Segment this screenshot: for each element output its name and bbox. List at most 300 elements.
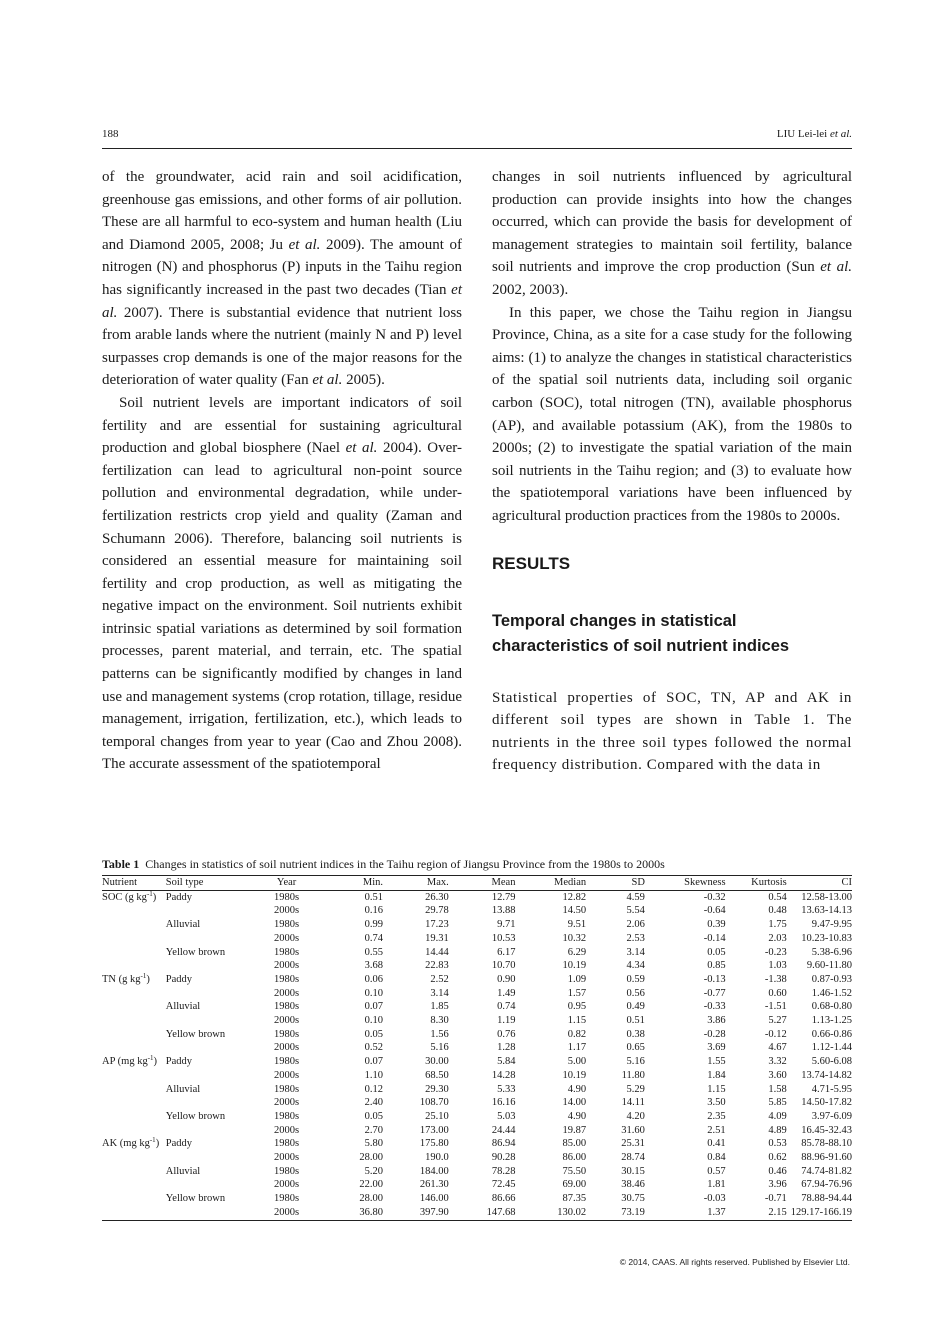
table-cell: 13.74-14.82 — [801, 1069, 852, 1081]
table-cell: 1.49 — [497, 987, 516, 999]
column-header: Max. — [383, 876, 449, 891]
table-row — [102, 973, 852, 987]
soil-type-cell — [166, 904, 245, 918]
table-cell: 12.82 — [562, 891, 587, 903]
table-cell: 1980s — [274, 1110, 300, 1122]
table-cell: -0.03 — [703, 1193, 726, 1205]
nutrient-cell — [102, 1151, 166, 1165]
soil-type-cell: Alluvial — [165, 1083, 201, 1095]
table-row — [102, 1110, 852, 1124]
table-row — [102, 946, 852, 960]
soil-type-cell: Yellow brown — [165, 946, 226, 958]
table-cell: 5.60-6.08 — [811, 1056, 852, 1068]
table-caption-text: Changes in statistics of soil nutrient indices in the Taihu region of Jiangsu Province from the 1980s to 2000s — [145, 857, 665, 871]
column-header: Nutrient — [102, 876, 166, 891]
table-cell: 0.51 — [364, 891, 384, 903]
table-cell: 3.60 — [768, 1069, 787, 1081]
text-italic: et al. — [288, 236, 321, 253]
soil-type-cell — [166, 1206, 245, 1220]
table-cell: 12.58-13.00 — [801, 891, 852, 903]
table-cell: 8.30 — [430, 1015, 449, 1027]
table-cell: 38.46 — [621, 1179, 645, 1191]
table-cell: 24.44 — [491, 1124, 516, 1136]
table-cell: 75.50 — [562, 1165, 587, 1177]
table-cell: 2000s — [274, 987, 300, 999]
table-cell: 0.68-0.80 — [811, 1001, 852, 1013]
soil-type-cell — [166, 1041, 245, 1055]
table-cell: 2000s — [274, 1097, 300, 1109]
table-row — [102, 1178, 852, 1192]
table-cell: 0.87-0.93 — [811, 973, 852, 985]
table-cell: 86.94 — [491, 1138, 516, 1150]
table-cell: 1.81 — [707, 1179, 726, 1191]
table-cell: 0.07 — [364, 1056, 384, 1068]
column-header: Skewness — [645, 876, 726, 891]
table-cell: 1.19 — [497, 1015, 516, 1027]
table-cell: 1980s — [274, 1165, 300, 1177]
table-cell: 30.15 — [621, 1165, 645, 1177]
table-cell: 12.79 — [491, 891, 516, 903]
table-cell: 1.15 — [707, 1083, 726, 1095]
table-cell: 5.33 — [497, 1083, 516, 1095]
text-italic: et al. — [345, 440, 378, 457]
table-cell: 2.40 — [364, 1097, 384, 1109]
soil-type-cell: Yellow brown — [165, 1193, 226, 1205]
text-run: Soil nutrient levels are important indicators of soil fertility and are essential for sustaining agricultural production and global biosphere (Nael — [102, 394, 462, 457]
table-1 — [102, 857, 852, 1221]
table-cell: 0.39 — [707, 919, 726, 931]
table-cell: 0.57 — [707, 1165, 726, 1177]
table-cell: 3.69 — [707, 1042, 726, 1054]
table-cell: 5.80 — [364, 1138, 384, 1150]
table-cell: 22.00 — [359, 1179, 384, 1191]
author-name: LIU Lei-lei — [776, 128, 828, 140]
table-cell: 0.38 — [626, 1028, 645, 1040]
soil-type-cell — [166, 932, 245, 946]
soil-type-cell: Yellow brown — [165, 1110, 226, 1122]
nutrient-cell — [102, 1206, 166, 1220]
table-cell: 28.00 — [359, 1193, 384, 1205]
nutrient-cell — [102, 932, 166, 946]
table-cell: 10.53 — [491, 932, 516, 944]
nutrient-cell — [102, 904, 166, 918]
table-cell: 1.09 — [567, 973, 587, 985]
table-row — [102, 1096, 852, 1110]
soil-type-cell: Yellow brown — [165, 1028, 226, 1040]
paragraph — [492, 166, 852, 302]
table-cell: 1.17 — [567, 1042, 587, 1054]
text-italic: et al. — [820, 259, 852, 276]
text-run: 2007). There is substantial evidence that nutrient loss from arable lands where the nutrient (mainly N and P) level surpasses crop demands is one of the major reasons for the deterioration of water quality (Fan — [102, 304, 462, 389]
table-cell: 29.78 — [425, 905, 449, 917]
table-cell: 28.74 — [621, 1152, 645, 1164]
table-cell: 3.97-6.09 — [811, 1110, 852, 1122]
column-header: Kurtosis — [726, 876, 787, 891]
table-row — [102, 890, 852, 904]
table-cell: 0.41 — [707, 1138, 726, 1150]
table-cell: 5.54 — [626, 905, 645, 917]
table-cell: -0.77 — [703, 987, 726, 999]
table-caption — [102, 857, 852, 872]
table-row — [102, 1151, 852, 1165]
table-cell: 14.50-17.82 — [801, 1097, 852, 1109]
table-cell: -1.51 — [764, 1001, 787, 1013]
table-cell: 1.56 — [430, 1028, 449, 1040]
soil-type-cell — [166, 959, 245, 973]
table-row — [102, 987, 852, 1001]
table-cell: 1.10 — [364, 1069, 384, 1081]
paragraph: Statistical properties of SOC, TN, AP and AK in different soil types are shown in Table 1. The nutrients in the three soil types followed the normal frequency distribution. Compared with the data in — [492, 689, 852, 774]
author-suffix: et al. — [830, 128, 852, 140]
nutrient-cell: TN (g $kg^{-1}$) — [102, 971, 150, 985]
nutrient-cell — [102, 959, 166, 973]
copyright-footer: © 2014, CAAS. All rights reserved. Published by Elsevier Ltd. — [619, 1257, 850, 1267]
nutrient-cell — [102, 1178, 166, 1192]
table-cell: 2.15 — [726, 1206, 787, 1220]
table-cell: 26.30 — [425, 891, 449, 903]
table-cell: 0.66-0.86 — [811, 1028, 852, 1040]
soil-type-cell — [166, 1124, 245, 1138]
table-cell: 19.87 — [562, 1124, 587, 1136]
table-cell: 146.00 — [419, 1193, 449, 1205]
table-cell: 4.09 — [768, 1110, 787, 1122]
text-run: 2002, 2003). — [492, 281, 569, 298]
table-cell: 14.50 — [562, 905, 587, 917]
table-cell: 1.57 — [567, 987, 587, 999]
table-cell: 69.00 — [562, 1179, 587, 1191]
soil-type-cell: Paddy — [165, 1056, 193, 1068]
table-row — [102, 1083, 852, 1097]
text-run: 2004). Over-fertilization can lead to agricultural non-point source pollution and environmental degradation, while under-fertilization restricts crop yield and quality (Zaman and Schumann 2006). Therefore, balancing soil nutrients is considered an essential measure for maintaining soil fertility and crop production, as well as mitigating the negative impact on the environment. Soil nutrients exhibit intrinsic spatial variations as determined by soil formation processes, parent material, and terrain, etc. The spatial patterns can be significantly modified by changes in land use and management systems (crop rotation, tillage, residue management, irrigation, fertilization, etc.), which leads to temporal changes from year to year (Cao and Zhou 2008). The accurate assessment of the spatiotemporal — [102, 440, 462, 773]
table-row — [102, 1069, 852, 1083]
table-cell: 19.31 — [425, 932, 449, 944]
table-cell: 0.16 — [364, 905, 384, 917]
table-cell: 0.74 — [497, 1001, 516, 1013]
nutrient-cell — [102, 1041, 166, 1055]
table-cell: 108.70 — [419, 1097, 449, 1109]
table-cell: 0.10 — [364, 987, 384, 999]
table-cell: 0.10 — [364, 1015, 384, 1027]
table-cell: 0.06 — [364, 973, 384, 985]
table-cell: 2.51 — [707, 1124, 726, 1136]
table-cell: 4.59 — [626, 891, 645, 903]
nutrient-cell — [102, 1165, 166, 1179]
table-cell: 3.86 — [707, 1015, 726, 1027]
table-cell: 3.96 — [768, 1179, 787, 1191]
text-run: of the groundwater, acid rain and soil acidification, greenhouse gas emissions, and other forms of air pollution. These are all harmful to eco-system and human health (Liu and Diamond 2005, 2008; Ju — [102, 169, 462, 253]
table-cell: -0.32 — [703, 891, 726, 903]
table-cell: 72.45 — [491, 1179, 516, 1191]
table-label: Table 1 — [102, 857, 140, 871]
table-row — [102, 1055, 852, 1069]
table-cell: 1980s — [274, 919, 300, 931]
table-cell: 0.51 — [626, 1015, 645, 1027]
table-cell: 1980s — [274, 1138, 300, 1150]
table-cell: 88.96-91.60 — [801, 1152, 852, 1164]
nutrient-cell — [102, 946, 166, 960]
table-cell: 0.90 — [497, 973, 516, 985]
table-cell: 9.60-11.80 — [806, 960, 852, 972]
nutrient-cell — [102, 1110, 166, 1124]
subsection-heading: Temporal changes in statistical characteristics of soil nutrient indices — [492, 611, 790, 655]
table-cell: 1980s — [274, 1056, 300, 1068]
table-cell: 1.28 — [497, 1042, 516, 1054]
table-cell: 4.71-5.95 — [811, 1083, 852, 1095]
nutrient-cell — [102, 918, 166, 932]
table-cell: 30.00 — [425, 1056, 449, 1068]
table-cell: 0.05 — [707, 946, 726, 958]
table-cell: 6.29 — [567, 946, 587, 958]
table-cell: 5.00 — [567, 1056, 587, 1068]
table-cell: 22.83 — [425, 960, 449, 972]
table-cell: -0.13 — [703, 973, 726, 985]
table-cell: 78.88-94.44 — [801, 1193, 852, 1205]
table-cell: 1980s — [274, 1193, 300, 1205]
table-cell: 10.19 — [562, 960, 587, 972]
table-cell: 2.06 — [626, 919, 645, 931]
soil-type-cell — [166, 1151, 245, 1165]
table-cell: 147.68 — [449, 1206, 516, 1220]
table-cell: 2000s — [274, 905, 300, 917]
table-cell: 1980s — [274, 891, 300, 903]
table-cell: 10.70 — [491, 960, 516, 972]
table-cell: 0.54 — [768, 891, 787, 903]
table-cell: 9.71 — [497, 919, 516, 931]
table-cell: 86.66 — [491, 1193, 516, 1205]
table-cell: 4.90 — [567, 1083, 587, 1095]
nutrient-cell — [102, 987, 166, 1001]
paragraph — [102, 392, 462, 776]
soil-type-cell: Paddy — [165, 973, 193, 985]
column-header: Median — [515, 876, 586, 891]
table-cell: 1.84 — [707, 1069, 726, 1081]
table-cell: 0.52 — [364, 1042, 384, 1054]
table-cell: 1980s — [274, 1083, 300, 1095]
table-cell: 67.94-76.96 — [801, 1179, 852, 1191]
table-cell: 0.82 — [567, 1028, 587, 1040]
table-cell: 2000s — [274, 960, 300, 972]
paragraph — [102, 166, 462, 392]
table-cell: 1.46-1.52 — [811, 987, 852, 999]
table-cell: 173.00 — [419, 1124, 449, 1136]
table-cell: 2000s — [274, 1124, 300, 1136]
table-cell: 74.74-81.82 — [801, 1165, 852, 1177]
table-cell: 130.02 — [515, 1206, 586, 1220]
table-cell: 1.12-1.44 — [811, 1042, 852, 1054]
table-cell: 0.85 — [707, 960, 726, 972]
table-row — [102, 1124, 852, 1138]
table-cell: 2000s — [274, 1179, 300, 1191]
table-cell: 0.99 — [364, 919, 384, 931]
table-cell: 28.00 — [359, 1152, 384, 1164]
table-cell: 0.05 — [364, 1110, 384, 1122]
table-cell: 90.28 — [491, 1152, 516, 1164]
table-cell: 5.16 — [626, 1056, 645, 1068]
table-cell: 1980s — [274, 1001, 300, 1013]
column-header: Year — [245, 876, 328, 891]
table-cell: 1.58 — [768, 1083, 787, 1095]
running-header — [102, 126, 852, 149]
table-cell: 78.28 — [491, 1165, 516, 1177]
nutrient-cell — [102, 1083, 166, 1097]
table-cell: 1980s — [274, 946, 300, 958]
column-header: CI — [787, 876, 852, 891]
soil-type-cell — [166, 1096, 245, 1110]
table-row — [102, 1000, 852, 1014]
table-cell: 36.80 — [328, 1206, 383, 1220]
table-cell: 10.32 — [562, 932, 587, 944]
table-cell: 6.17 — [497, 946, 516, 958]
soil-type-cell: Paddy — [165, 891, 193, 903]
text-run: 2005). — [342, 372, 385, 389]
table-cell: 397.90 — [383, 1206, 449, 1220]
table-cell: 31.60 — [621, 1124, 645, 1136]
table-cell: 85.78-88.10 — [801, 1138, 852, 1150]
table-cell: 0.95 — [567, 1001, 587, 1013]
table-cell: 5.03 — [497, 1110, 516, 1122]
table-row — [102, 1137, 852, 1151]
table-cell: 14.44 — [425, 946, 449, 958]
table-cell: 190.0 — [425, 1152, 449, 1164]
text-run: 2009). The amount of nitrogen (N) and phosphorus (P) inputs in the Taihu region has significantly increased in the past two decades (Tian — [102, 236, 462, 298]
text-run: changes in soil nutrients influenced by agricultural production can provide insights into how the changes occurred, which can provide the basis for development of management strategies to maintain soil fertility, balance soil nutrients and improve the crop production (Sun — [492, 169, 852, 276]
table-cell: 4.34 — [626, 960, 645, 972]
table-cell: -0.28 — [703, 1028, 726, 1040]
table-cell: 0.05 — [364, 1028, 384, 1040]
table-cell: 5.84 — [497, 1056, 516, 1068]
column-header: Min. — [328, 876, 383, 891]
column-header: Mean — [449, 876, 516, 891]
table-cell: 184.00 — [419, 1165, 449, 1177]
table-cell: 261.30 — [419, 1179, 449, 1191]
table-cell: 0.49 — [626, 1001, 645, 1013]
table-cell: 0.59 — [626, 973, 645, 985]
table-cell: 16.16 — [491, 1097, 516, 1109]
soil-type-cell: Alluvial — [165, 1165, 201, 1177]
table-cell: 0.74 — [364, 932, 384, 944]
soil-type-cell — [166, 987, 245, 1001]
nutrient-cell — [102, 1014, 166, 1028]
table-cell: 2000s — [274, 1152, 300, 1164]
table-cell: 1.85 — [430, 1001, 449, 1013]
table-cell: 5.85 — [768, 1097, 787, 1109]
table-cell: -0.12 — [764, 1028, 787, 1040]
table-cell: 9.47-9.95 — [811, 919, 852, 931]
data-table — [102, 875, 852, 1221]
table-row — [102, 1206, 852, 1220]
table-cell: 2.35 — [707, 1110, 726, 1122]
paragraph: In this paper, we chose the Taihu region in Jiangsu Province, China, as a site for a case study for the following aims: (1) to analyze the changes in statistical characteristics of the spatial soil nutrients data, including soil organic carbon (SOC), total nitrogen (TN), available phosphorus (AP), and available potassium (AK), from the 1980s to 2000s; (2) to investigate the spatial variation of the main soil nutrients in the Taihu region; and (3) to evaluate how the spatiotemporal variations have been influenced by agricultural production practices from the 1980s to 2000s. — [492, 304, 852, 524]
table-cell: 25.10 — [425, 1110, 449, 1122]
table-cell: 30.75 — [621, 1193, 645, 1205]
table-cell: 4.20 — [626, 1110, 645, 1122]
nutrient-cell: SOC (g $kg^{-1}$) — [102, 889, 157, 903]
table-row — [102, 918, 852, 932]
table-cell: 17.23 — [425, 919, 449, 931]
table-cell: 29.30 — [425, 1083, 449, 1095]
table-cell: 87.35 — [562, 1193, 587, 1205]
table-cell: 1.37 — [645, 1206, 726, 1220]
running-author — [777, 128, 852, 140]
table-cell: 175.80 — [419, 1138, 449, 1150]
table-cell: 1.75 — [768, 919, 787, 931]
table-cell: 11.80 — [621, 1069, 645, 1081]
table-cell: 0.48 — [768, 905, 787, 917]
column-header: SD — [586, 876, 645, 891]
table-cell: 13.63-14.13 — [801, 905, 852, 917]
table-row — [102, 1165, 852, 1179]
right-column — [492, 166, 852, 777]
table-body — [102, 890, 852, 1220]
table-cell: 1980s — [274, 973, 300, 985]
table-cell: 129.17-166.19 — [787, 1206, 852, 1220]
table-cell: 3.14 — [626, 946, 645, 958]
table-cell: 1.15 — [567, 1015, 587, 1027]
table-cell: 0.56 — [626, 987, 645, 999]
table-cell: 1.03 — [768, 960, 787, 972]
soil-type-cell: Alluvial — [165, 919, 201, 931]
table-row — [102, 932, 852, 946]
table-cell: 4.89 — [768, 1124, 787, 1136]
table-cell: -0.33 — [703, 1001, 726, 1013]
table-cell: 3.14 — [430, 987, 449, 999]
table-cell: 2.03 — [768, 932, 787, 944]
nutrient-cell — [102, 1192, 166, 1206]
nutrient-cell — [102, 1028, 166, 1042]
column-header: Soil type — [166, 876, 245, 891]
table-cell: 1.55 — [707, 1056, 726, 1068]
nutrient-cell — [102, 1069, 166, 1083]
table-cell: 2000s — [274, 1069, 300, 1081]
nutrient-cell — [102, 1000, 166, 1014]
table-cell: 2000s — [245, 1206, 328, 1220]
nutrient-cell — [102, 1124, 166, 1138]
table-cell: 2.70 — [364, 1124, 384, 1136]
table-cell: 5.20 — [364, 1165, 384, 1177]
table-cell: 25.31 — [621, 1138, 645, 1150]
section-heading: RESULTS — [492, 553, 571, 573]
table-cell: 14.11 — [621, 1097, 645, 1109]
table-cell: 0.53 — [768, 1138, 787, 1150]
table-cell: 5.27 — [768, 1015, 787, 1027]
table-cell: 86.00 — [562, 1152, 587, 1164]
table-cell: 0.07 — [364, 1001, 384, 1013]
table-row — [102, 1014, 852, 1028]
table-cell: 3.68 — [364, 960, 384, 972]
table-cell: 14.00 — [562, 1097, 587, 1109]
table-cell: 13.88 — [491, 905, 516, 917]
text-italic: et al. — [102, 281, 462, 321]
table-cell: -0.71 — [764, 1193, 787, 1205]
table-cell: 2.52 — [430, 973, 449, 985]
table-cell: -0.23 — [764, 946, 787, 958]
table-cell: 85.00 — [562, 1138, 587, 1150]
table-cell: -1.38 — [764, 973, 787, 985]
soil-type-cell — [166, 1069, 245, 1083]
table-cell: 5.16 — [430, 1042, 449, 1054]
table-cell: 1.13-1.25 — [811, 1015, 852, 1027]
table-cell: 2000s — [274, 1015, 300, 1027]
text-italic: et al. — [312, 372, 343, 389]
table-cell: 0.76 — [497, 1028, 516, 1040]
table-row — [102, 1028, 852, 1042]
table-cell: -0.64 — [703, 905, 726, 917]
table-cell: 0.84 — [707, 1152, 726, 1164]
soil-type-cell — [166, 1178, 245, 1192]
table-cell: 0.12 — [364, 1083, 384, 1095]
table-cell: 0.46 — [768, 1165, 787, 1177]
table-cell: 3.32 — [768, 1056, 787, 1068]
